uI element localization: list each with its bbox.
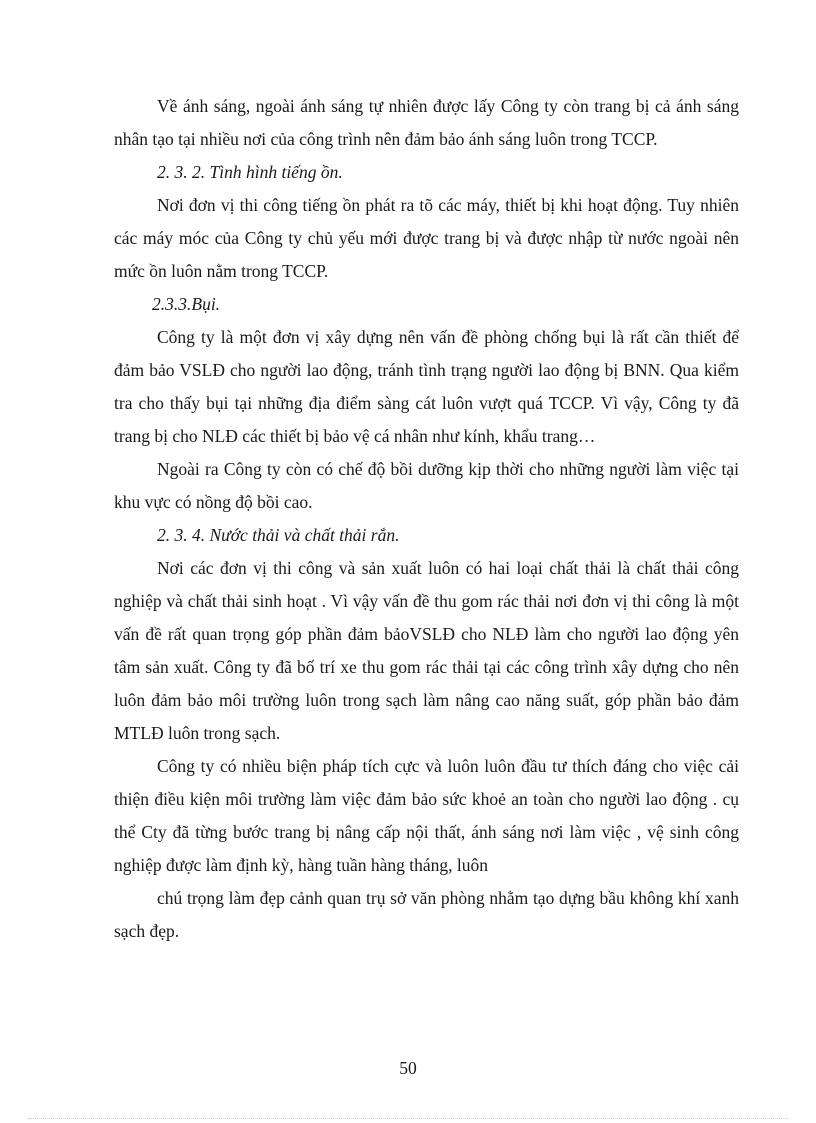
paragraph-lighting: Về ánh sáng, ngoài ánh sáng tự nhiên được lấy Công ty còn trang bị cả ánh sáng nhân tạo tại nhiều nơi của công trình nên đảm bảo ánh sáng luôn trong TCCP. xyxy=(114,96,739,149)
heading-dust: 2.3.3.Bụi. xyxy=(152,294,221,314)
paragraph-landscape: chú trọng làm đẹp cảnh quan trụ sở văn phòng nhằm tạo dựng bầu không khí xanh sạch đẹp. xyxy=(114,888,739,941)
paragraph-noise: Nơi đơn vị thi công tiếng ồn phát ra tõ các máy, thiết bị khi hoạt động. Tuy nhiên các máy móc của Công ty chủ yếu mới được trang bị và được nhập từ nước ngoài nên mức ồn luôn nằm trong TCCP. xyxy=(114,195,739,281)
page-number: 50 xyxy=(399,1058,417,1078)
paragraph-dust: Công ty là một đơn vị xây dựng nên vấn đề phòng chống bụi là rất cần thiết để đảm bảo VSLĐ cho người lao động, tránh tình trạng người lao động bị BNN. Qua kiểm tra cho thấy bụi tại những địa điểm sàng cát luôn vượt quá TCCP. Vì vậy, Công ty đã trang bị cho NLĐ các thiết bị bảo vệ cá nhân như kính, khẩu trang… xyxy=(114,327,739,446)
heading-waste: 2. 3. 4. Nước thải và chất thải rắn. xyxy=(157,525,400,545)
page-body xyxy=(114,90,739,948)
paragraph-measures: Công ty có nhiều biện pháp tích cực và luôn luôn đầu tư thích đáng cho việc cải thiện điều kiện môi trường làm việc đảm bảo sức khoẻ an toàn cho người lao động . cụ thể Cty đã từng bước trang bị nâng cấp nội thất, ánh sáng nơi làm việc , vệ sinh công nghiệp được làm định kỳ, hàng tuần hàng tháng, luôn xyxy=(114,756,739,875)
paragraph-waste: Nơi các đơn vị thi công và sản xuất luôn có hai loại chất thải là chất thải công nghiệp và chất thải sinh hoạt . Vì vậy vấn đề thu gom rác thải nơi đơn vị thi công là một vấn đề rất quan trọng góp phần đảm bảoVSLĐ cho NLĐ làm cho người lao động yên tâm sản xuất. Công ty đã bố trí xe thu gom rác thải tại các công trình xây dựng cho nên luôn đảm bảo môi trường luôn trong sạch làm nâng cao năng suất, góp phần bảo đảm MTLĐ luôn trong sạch. xyxy=(114,558,739,743)
page-bottom-divider xyxy=(28,1118,788,1119)
heading-noise: 2. 3. 2. Tình hình tiếng ồn. xyxy=(157,162,343,182)
paragraph-allowance: Ngoài ra Công ty còn có chế độ bồi dưỡng kịp thời cho những người làm việc tại khu vực có nồng độ bồi cao. xyxy=(114,459,739,512)
